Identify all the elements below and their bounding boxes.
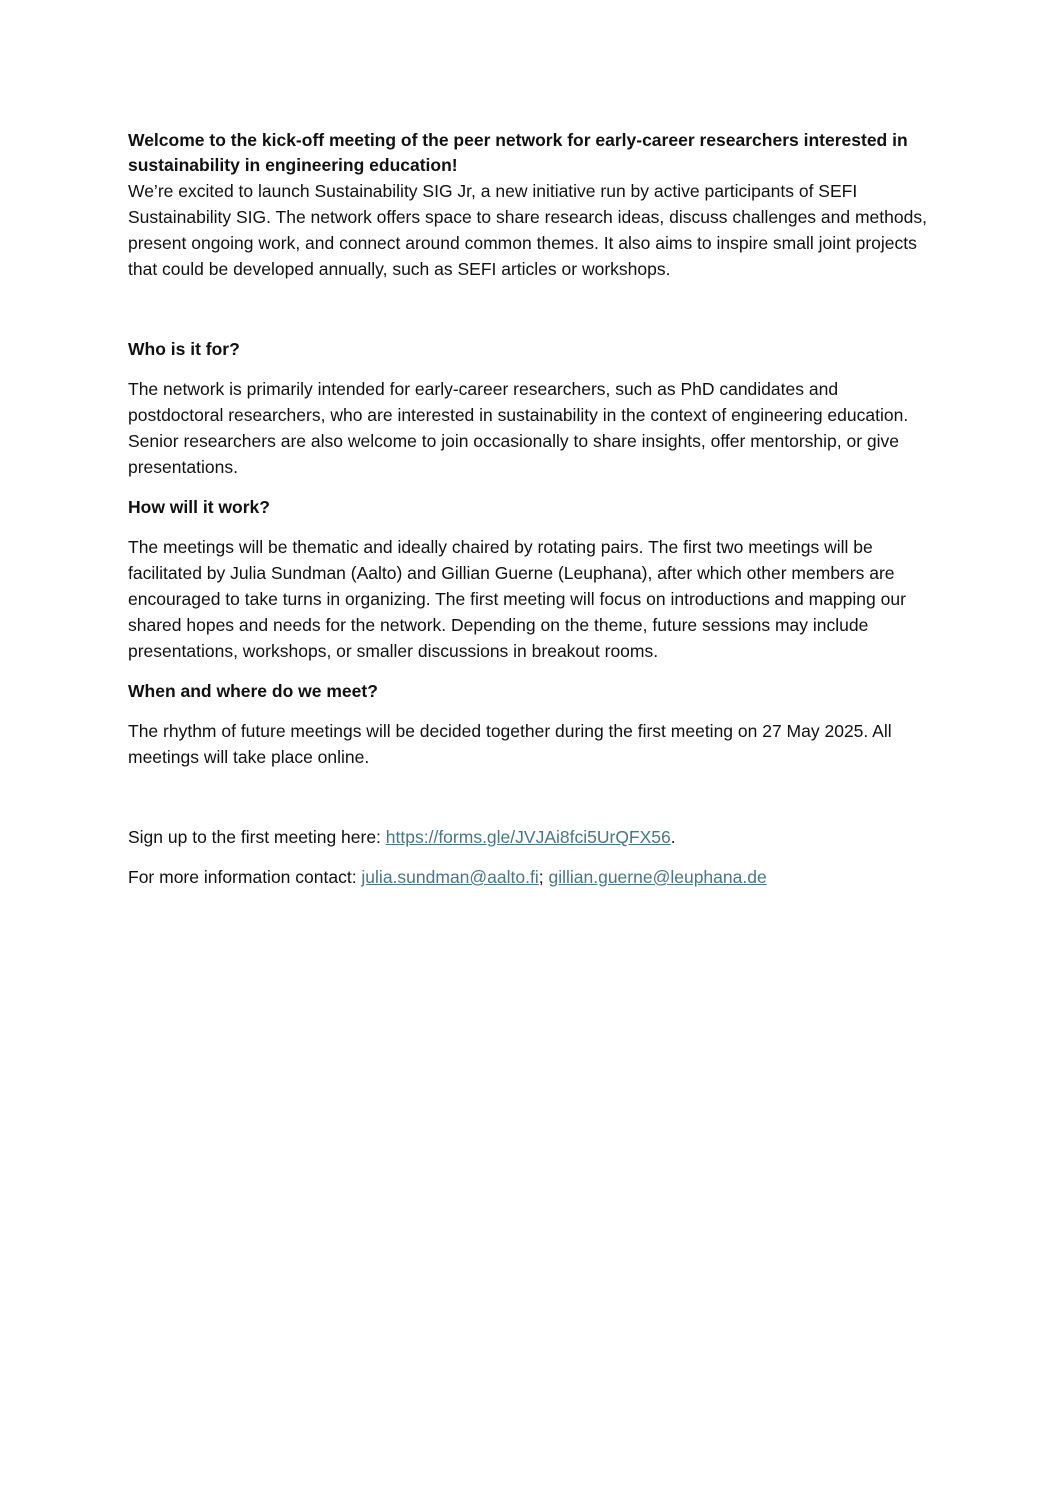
document-page	[128, 128, 938, 890]
contact-prefix: For more information contact:	[128, 867, 362, 887]
contact-separator: ;	[538, 867, 549, 887]
signup-link[interactable]: https://forms.gle/JVJAi8fci5UrQFX56	[385, 827, 671, 847]
document-title: Welcome to the kick-off meeting of the peer network for early-career researchers interested in sustainability in engineering education!	[128, 130, 908, 175]
section-heading-when: When and where do we meet?	[128, 681, 378, 701]
signup-prefix: Sign up to the first meeting here:	[128, 827, 386, 847]
contact-email-julia[interactable]: julia.sundman@aalto.fi	[361, 867, 539, 887]
section-heading-who: Who is it for?	[128, 339, 240, 359]
section-body-how: The meetings will be thematic and ideally chaired by rotating pairs. The first two meetings will be facilitated by Julia Sundman (Aalto) and Gillian Guerne (Leuphana), after which other members are encouraged to take turns in organizing. The first meeting will focus on introductions and mapping our shared hopes and needs for the network. Depending on the theme, future sessions may include presentations, workshops, or smaller discussions in breakout rooms.	[128, 537, 906, 661]
section-body-who: The network is primarily intended for early-career researchers, such as PhD candidates and postdoctoral researchers, who are interested in sustainability in the context of engineering education. Senior researchers are also welcome to join occasionally to share insights, offer mentorship, or give presentations.	[128, 379, 909, 477]
contact-line	[128, 864, 938, 890]
intro-paragraph: We’re excited to launch Sustainability SIG Jr, a new initiative run by active participants of SEFI Sustainability SIG. The network offers space to share research ideas, discuss challenges and methods, present ongoing work, and connect around common themes. It also aims to inspire small joint projects that could be developed annually, such as SEFI articles or workshops.	[128, 181, 927, 279]
contact-email-gillian[interactable]: gillian.guerne@leuphana.de	[548, 867, 767, 887]
section-body-when: The rhythm of future meetings will be decided together during the first meeting on 27 May 2025. All meetings will take place online.	[128, 721, 892, 767]
section-heading-how: How will it work?	[128, 497, 270, 517]
signup-line	[128, 824, 938, 850]
signup-suffix: .	[670, 827, 676, 847]
